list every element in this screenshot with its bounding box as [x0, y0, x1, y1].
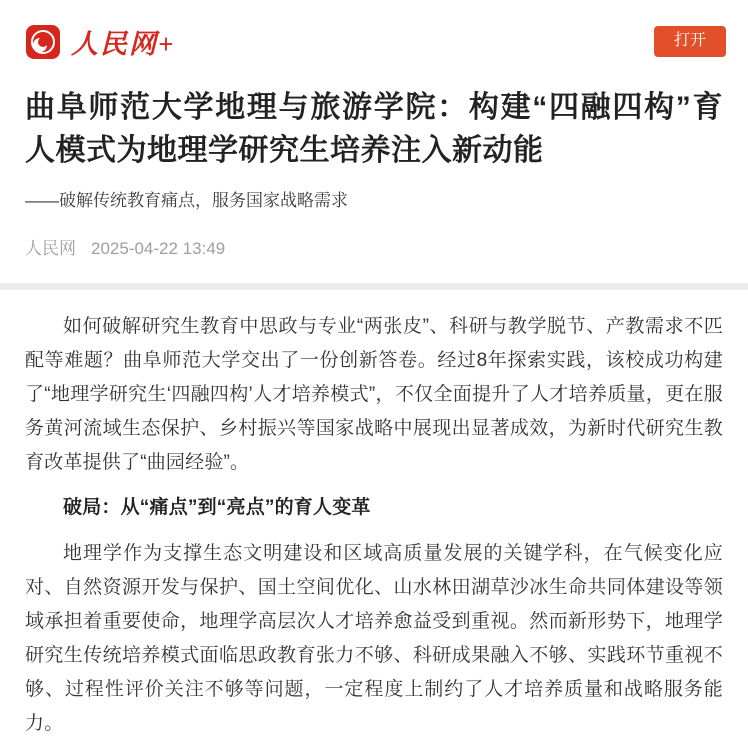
article-date: 2025-04-22 13:49 [91, 239, 226, 258]
app-banner [0, 0, 748, 61]
article-subtitle: ——破解传统教育痛点，服务国家战略需求 [25, 191, 348, 210]
brand-wordmark: 人民网+ [71, 29, 176, 59]
article-body [0, 290, 748, 741]
brand-link[interactable] [26, 22, 175, 61]
open-app-button[interactable]: 打开 [654, 26, 726, 57]
article-meta [25, 234, 723, 259]
logo-swirl-cutout [38, 37, 48, 47]
article-section-heading: 破局：从“痛点”到“亮点”的育人变革 [63, 497, 371, 518]
section-divider [0, 283, 748, 290]
article-title: 曲阜师范大学地理与旅游学院：构建“四融四构”育人模式为地理学研究生培养注入新动能 [25, 91, 723, 167]
article-paragraph: 如何破解研究生教育中思政与专业“两张皮”、科研与教学脱节、产教需求不匹配等难题？曲阜师范大学交出了一份创新答卷。经过8年探索实践，该校成功构建了“地理学研究生‘四融四构’人才培养模式”，不仅全面提升了人才培养质量，更在服务黄河流域生态保护、乡村振兴等国家战略中展现出显著成效，为新时代研究生教育改革提供了“曲园经验”。 [25, 316, 723, 473]
article-paragraph: 地理学作为支撑生态文明建设和区域高质量发展的关键学科，在气候变化应对、自然资源开发与保护、国土空间优化、山水林田湖草沙冰生命共同体建设等领域承担着重要使命，地理学高层次人才培养愈益受到重视。然而新形势下，地理学研究生传统培养模式面临思政教育张力不够、科研成果融入不够、实践环节重视不够、过程性评价关注不够等问题，一定程度上制约了人才培养质量和战略服务能力。 [25, 543, 723, 734]
article-source: 人民网 [25, 239, 76, 258]
people-daily-swirl-icon [26, 25, 60, 59]
